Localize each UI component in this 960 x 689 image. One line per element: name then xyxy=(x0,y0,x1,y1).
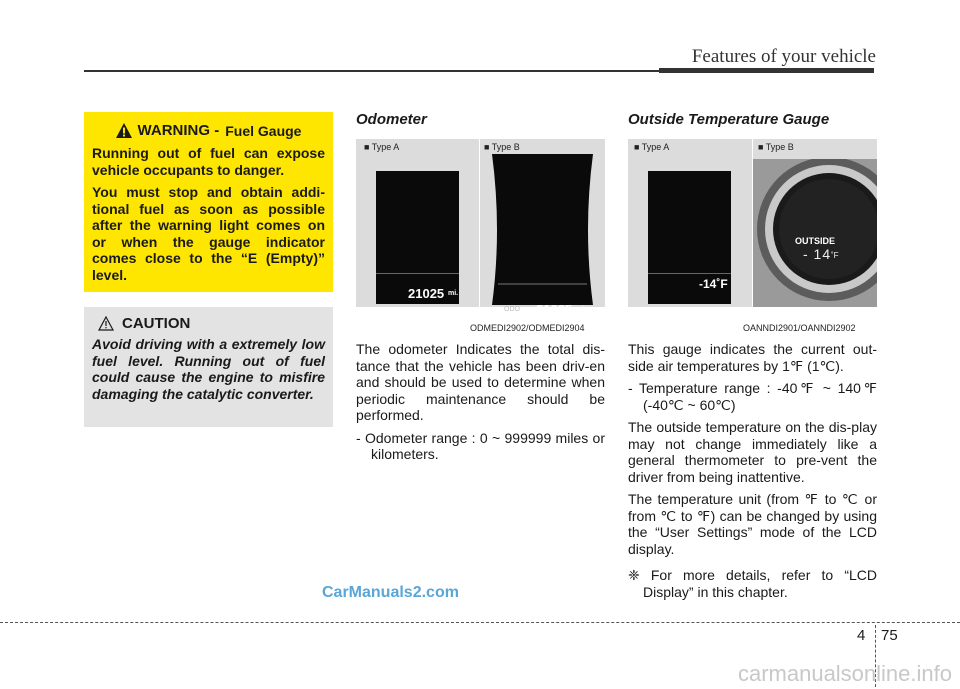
temperature-paragraph: This gauge indicates the current out-side air temperatures by 1℉ (1℃). xyxy=(628,341,877,374)
caution-triangle-icon xyxy=(98,316,114,331)
temperature-title: Outside Temperature Gauge xyxy=(628,111,830,128)
display-divider xyxy=(648,273,731,274)
warning-subtitle: Fuel Gauge xyxy=(225,122,302,139)
type-b-label: ■ Type B xyxy=(484,142,520,152)
temperature-figure-caption: OANNDI2901/OANNDI2902 xyxy=(743,323,856,333)
temperature-body xyxy=(628,341,877,606)
warning-paragraph: You must stop and obtain addi-tional fuel as soon as possible after the warning light comes on or when the gauge indicator comes close to the “E (Empty)” level. xyxy=(92,184,325,283)
temperature-figure xyxy=(628,139,877,307)
header-section-title: Features of your vehicle xyxy=(691,46,876,67)
type-a-label: ■ Type A xyxy=(364,142,400,152)
warning-title: WARNING - xyxy=(137,122,220,139)
chapter-number: 4 xyxy=(857,627,866,644)
watermark-link[interactable]: CarManuals2.com xyxy=(322,584,459,601)
caution-title: CAUTION xyxy=(122,315,191,332)
temperature-paragraph: The temperature unit (from ℉ to ℃ or from ℃ to ℉) can be changed by using the “User Settings” mode of the LCD display. xyxy=(628,491,877,557)
footer-site-watermark: carmanualsonline.info xyxy=(737,661,952,686)
display-divider xyxy=(376,273,459,274)
odometer-range: - Odometer range : 0 ~ 999999 miles or kilometers. xyxy=(356,429,605,462)
odometer-unit-a: mi. xyxy=(448,290,459,297)
temperature-range: - Temperature range : -40℉ ~ 140℉ (-40℃ ~ 60℃) xyxy=(628,380,877,413)
odometer-title: Odometer xyxy=(356,111,427,128)
warning-paragraph: Running out of fuel can expose vehicle occupants to danger. xyxy=(92,145,325,178)
warning-box xyxy=(84,112,333,292)
odometer-body xyxy=(356,341,605,469)
outside-label: OUTSIDE xyxy=(795,236,836,246)
odometer-paragraph: The odometer Indicates the total dis-tance that the vehicle has been driv-en and should be used to determine when periodic maintenance should be performed. xyxy=(356,341,605,423)
odometer-reading-a: 21025 xyxy=(408,286,445,301)
gauge-bezel xyxy=(753,159,877,307)
temperature-display-a xyxy=(648,171,731,304)
type-b-label: ■ Type B xyxy=(758,142,794,152)
temperature-unit-b: ˚F xyxy=(831,251,839,260)
odometer-figure xyxy=(356,139,605,317)
temperature-reading-a: -14˚F xyxy=(699,277,728,291)
odometer-display-a xyxy=(376,171,459,304)
page-number: 75 xyxy=(881,627,898,644)
odometer-unit-b: mi. xyxy=(576,306,587,313)
temperature-note: ❈ For more details, refer to “LCD Display” in this chapter. xyxy=(628,567,877,600)
caution-text: Avoid driving with a extremely low fuel level. Running out of fuel could cause the engine to misfire damaging the catalytic converter. xyxy=(92,336,325,402)
warning-heading xyxy=(92,122,325,139)
odometer-reading-b: 21025 xyxy=(536,302,573,317)
odometer-display-b-frame xyxy=(480,152,605,307)
caution-heading xyxy=(98,315,325,332)
footer-rule xyxy=(0,622,960,623)
odo-label: ODO xyxy=(504,306,520,313)
temperature-paragraph: The outside temperature on the dis-play may not change immediately like a general thermometer to pre-vent the driver from being inattentive. xyxy=(628,419,877,485)
type-a-label: ■ Type A xyxy=(634,142,670,152)
temperature-reading-b: - 14 xyxy=(803,246,832,262)
warning-triangle-icon xyxy=(116,123,132,138)
header-rule-accent xyxy=(659,68,874,73)
caution-box xyxy=(84,307,333,427)
odometer-figure-caption: ODMEDI2902/ODMEDI2904 xyxy=(470,323,585,333)
